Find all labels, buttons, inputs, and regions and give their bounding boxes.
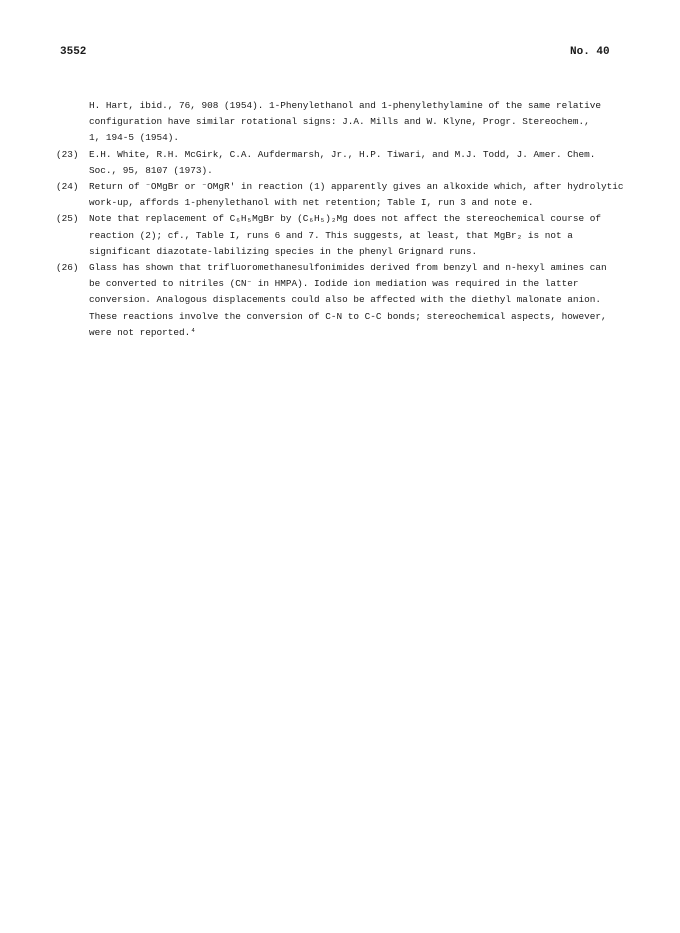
note-line: configuration have similar rotational signs: J.A. Mills and W. Klyne, Progr. Stereochem.,: [89, 116, 590, 128]
note-line: Soc., 95, 8107 (1973).: [89, 164, 213, 176]
footnote-22-continuation: [56, 98, 626, 147]
journal-number: No. 40: [570, 46, 610, 58]
note-line: significant diazotate-labilizing species in the phenyl Grignard runs.: [89, 245, 478, 257]
note-line: work-up, affords 1-phenylethanol with net retention; Table I, run 3 and note e.: [89, 197, 534, 209]
note-line: reaction (2); cf., Table I, runs 6 and 7. This suggests, at least, that MgBr₂ is not a: [89, 229, 573, 241]
page-number: 3552: [60, 46, 87, 58]
note-line: E.H. White, R.H. McGirk, C.A. Aufdermarsh, Jr., H.P. Tiwari, and M.J. Todd, J. Amer. Chem.: [89, 148, 596, 160]
footnote-23: [56, 147, 626, 179]
note-line: H. Hart, ibid., 76, 908 (1954). 1-Phenylethanol and 1-phenylethylamine of the same relative: [89, 100, 601, 111]
note-line: 1, 194-5 (1954).: [89, 132, 180, 144]
note-line: These reactions involve the conversion of C-N to C-C bonds; stereochemical aspects, however,: [89, 310, 607, 322]
note-line: Note that replacement of C₆H₅MgBr by (C₆H₅)₂Mg does not affect the stereochemical course of: [89, 213, 601, 225]
note-line: Glass has shown that trifluoromethanesulfonimides derived from benzyl and n-hexyl amines can: [89, 262, 607, 274]
note-line: be converted to nitriles (CN⁻ in HMPA). Iodide ion mediation was required in the latter: [89, 278, 579, 290]
footnote-24: [56, 179, 626, 211]
footnote-number: (24): [56, 181, 79, 193]
footnote-number: (23): [56, 148, 79, 160]
footnote-number: (26): [56, 262, 79, 274]
footnote-number: (25): [56, 213, 79, 225]
footnote-25: [56, 211, 626, 260]
footnotes: [56, 98, 626, 341]
footnote-26: [56, 260, 626, 341]
note-line: were not reported.⁴: [89, 326, 196, 338]
note-line: conversion. Analogous displacements could also be affected with the diethyl malonate anion.: [89, 294, 601, 306]
note-line: Return of ⁻OMgBr or ⁻OMgR' in reaction (1) apparently gives an alkoxide which, after hydrolytic: [89, 181, 624, 193]
